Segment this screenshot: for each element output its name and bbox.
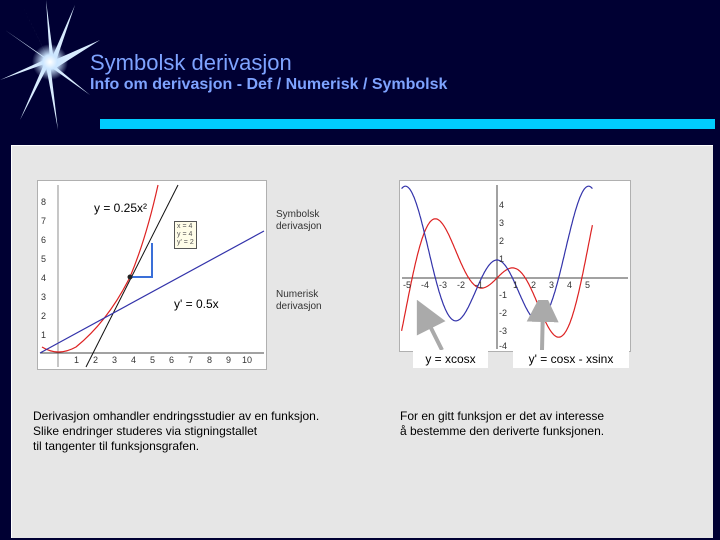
x-tick: 8: [207, 355, 213, 365]
x-tick: -2: [457, 280, 466, 290]
tangent-info-box: [174, 221, 197, 249]
x-tick: 10: [242, 355, 253, 365]
tangent-x: x = 4: [177, 223, 193, 230]
accent-bar: [100, 119, 715, 129]
y-tick: -4: [499, 341, 508, 351]
right-paragraph-line: For en gitt funksjon er det av interesse: [400, 409, 605, 423]
right-derivative-label: y' = cosx - xsinx: [513, 350, 629, 368]
x-tick: 5: [150, 355, 156, 365]
y-tick: -1: [499, 290, 508, 300]
tangent-y: y = 4: [177, 231, 193, 238]
x-tick: 3: [549, 280, 555, 290]
right-paragraph-line: å bestemme den deriverte funksjonen.: [400, 424, 605, 438]
left-paragraph-line: Derivasjon omhandler endringsstudier av en funksjon.: [33, 409, 320, 423]
x-tick: 2: [93, 355, 99, 365]
y-tick: 3: [41, 292, 47, 302]
y-tick: 2: [41, 311, 47, 321]
x-tick: -3: [439, 280, 448, 290]
x-tick: 9: [226, 355, 232, 365]
y-tick: 4: [41, 273, 47, 283]
x-tick: -5: [403, 280, 412, 290]
numeric-note: Numerisk derivasjon: [276, 289, 322, 312]
x-tick: 7: [188, 355, 194, 365]
y-tick: 1: [499, 254, 505, 264]
right-paragraph: [400, 409, 604, 439]
y-tick: 8: [41, 197, 47, 207]
y-tick: 6: [41, 235, 47, 245]
left-graph-plot: [38, 181, 266, 369]
left-paragraph-line: Slike endringer studeres via stigningstallet: [33, 424, 258, 438]
x-tick: 6: [169, 355, 175, 365]
page-subtitle: Info om derivasjon - Def / Numerisk / Symbolsk: [90, 76, 448, 93]
y-tick: -2: [499, 308, 508, 318]
y-tick: 3: [499, 218, 505, 228]
x-tick: 4: [131, 355, 137, 365]
x-tick: 2: [531, 280, 537, 290]
y-tick: 1: [41, 330, 47, 340]
x-tick: -1: [475, 280, 484, 290]
x-tick: 5: [585, 280, 591, 290]
x-tick: 1: [513, 280, 519, 290]
x-tick: 3: [112, 355, 118, 365]
page-title: Symbolsk derivasjon: [90, 50, 292, 75]
x-tick: -4: [421, 280, 430, 290]
symbolic-note: Symbolsk derivasjon: [276, 209, 322, 232]
y-tick: 4: [499, 200, 505, 210]
x-tick: 4: [567, 280, 573, 290]
y-tick: -3: [499, 326, 508, 336]
function-label: y = 0.25x²: [94, 201, 148, 215]
y-tick: 2: [499, 236, 505, 246]
y-tick: 5: [41, 254, 47, 264]
right-function-label: y = xcosx: [413, 350, 488, 368]
y-tick: 7: [41, 216, 47, 226]
tangent-slope: y' = 2: [177, 239, 194, 246]
x-tick: 1: [74, 355, 80, 365]
left-paragraph-line: til tangenter til funksjonsgrafen.: [33, 439, 200, 453]
derivative-label: y' = 0.5x: [174, 297, 219, 311]
left-graph: [37, 180, 322, 370]
left-paragraph: [33, 409, 319, 454]
